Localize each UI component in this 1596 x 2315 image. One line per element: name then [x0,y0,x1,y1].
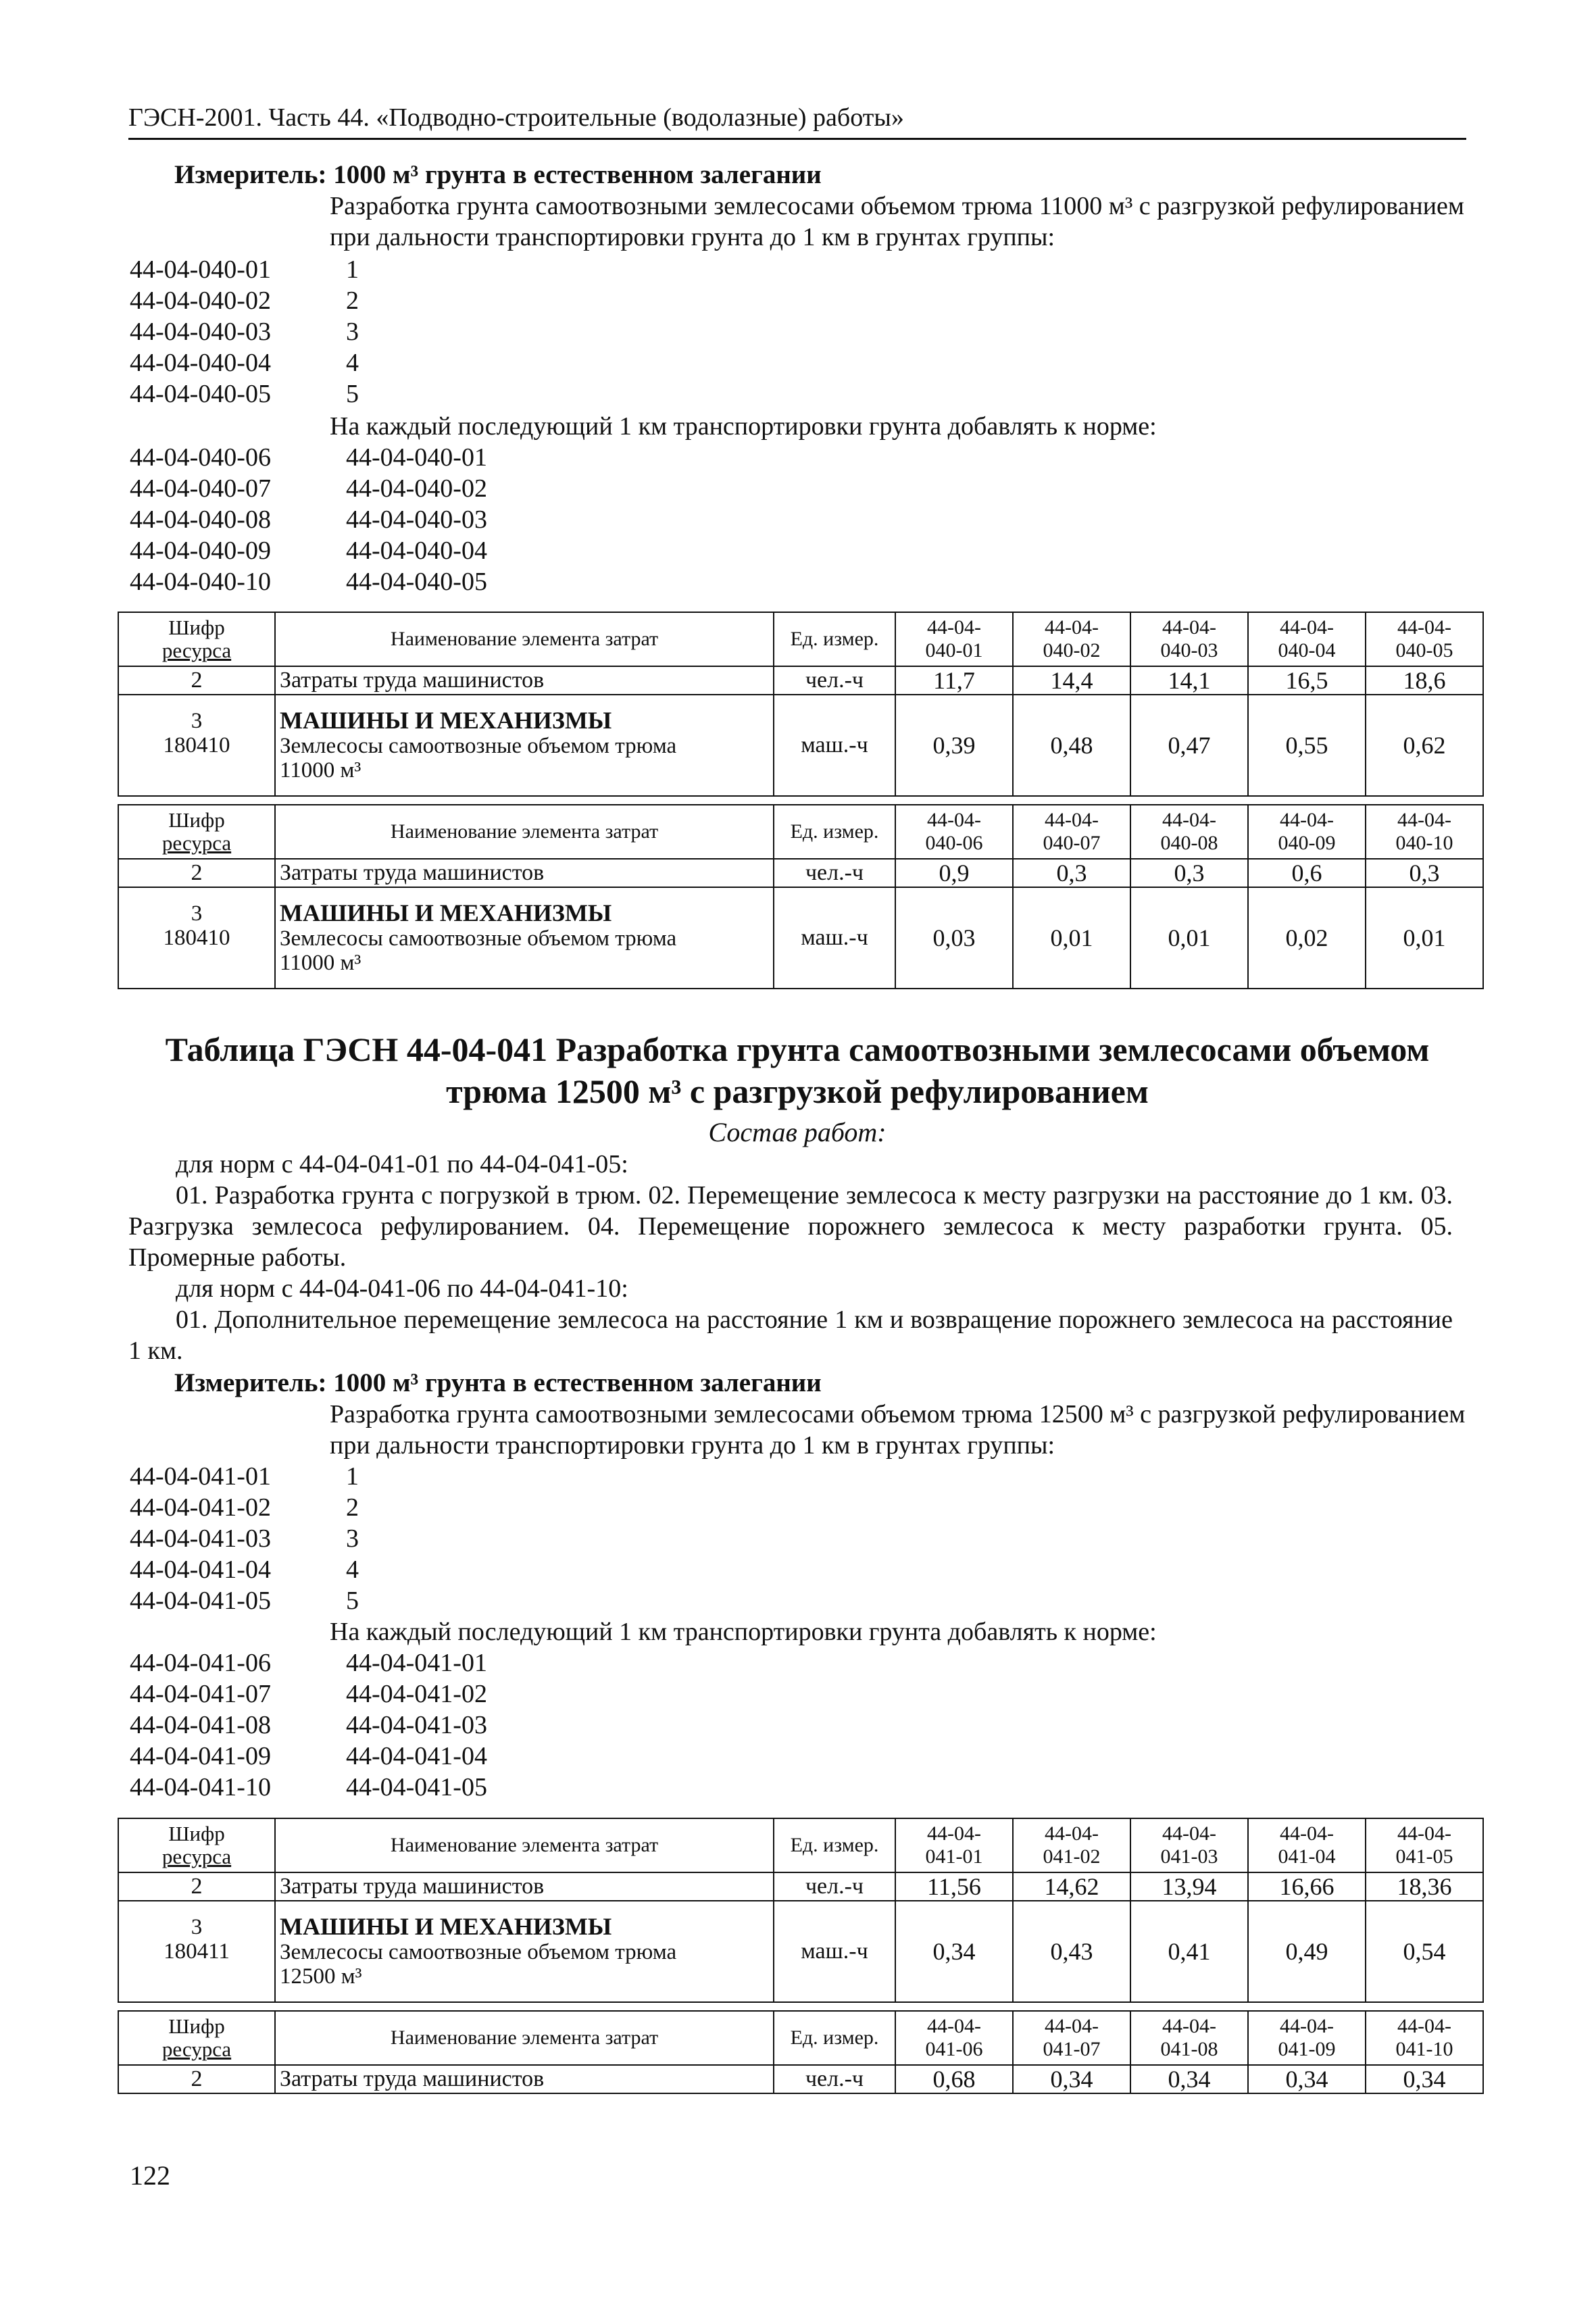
value-cell: 0,54 [1366,1901,1483,2002]
unit-cell: чел.-ч [774,1872,895,1901]
cost-element-name: Затраты труда машинистов [275,859,774,887]
soil-group: 3 [346,1524,359,1553]
header-norm-column: 44-04- 041-04 [1248,1818,1366,1872]
table-row-labor [118,859,1483,887]
norm-code: 44-04-040-06 [130,443,271,472]
header-norm-column: 44-04- 040-01 [895,612,1013,666]
header-norm-column: 44-04- 040-09 [1248,805,1366,859]
resource-code: 3 180411 [118,1901,275,2002]
additional-norm-list-041 [130,1647,487,1803]
norm-code: 44-04-040-02 [130,287,271,315]
for-norms-2: для норм с 44-04-041-06 по 44-04-041-10: [176,1274,628,1303]
header-norm-column: 44-04- 041-10 [1366,2011,1483,2065]
base-norm-code: 44-04-040-04 [346,537,487,565]
norm-code: 44-04-040-09 [130,537,271,565]
value-cell: 0,9 [895,859,1013,887]
norm-row [130,1741,487,1772]
table-header-row [118,1818,1483,1872]
header-cost-element: Наименование элемента затрат [275,2011,774,2065]
norm-code: 44-04-040-01 [130,255,271,284]
value-cell: 0,3 [1130,859,1248,887]
norm-code: 44-04-041-10 [130,1773,271,1801]
norm-row [130,378,359,409]
unit-cell: чел.-ч [774,666,895,695]
resource-table-041-06-10 [118,2010,1484,2094]
table-header-row [118,805,1483,859]
norm-description-041: Разработка грунта самоотвозными землесосами объемом трюма 12500 м³ с разгрузкой рефулированием при дальности транспортировки грунта до 1 км в грунтах группы: [330,1400,1466,1460]
norm-code: 44-04-041-05 [130,1587,271,1615]
composition-label: Состав работ: [708,1117,887,1147]
unit-cell: маш.-ч [774,695,895,796]
norm-row [130,1554,359,1585]
cost-element-name: Затраты труда машинистов [275,1872,774,1901]
value-cell: 0,34 [1248,2065,1366,2093]
norm-row [130,504,487,535]
base-norm-code: 44-04-041-03 [346,1711,487,1739]
header-cost-element: Наименование элемента затрат [275,1818,774,1872]
value-cell: 0,6 [1248,859,1366,887]
value-cell: 16,66 [1248,1872,1366,1901]
value-cell: 16,5 [1248,666,1366,695]
norm-row [130,1647,487,1678]
norm-row [130,347,359,378]
measure-unit-041: Измеритель: 1000 м³ грунта в естественном залегании [174,1368,822,1397]
base-norm-code: 44-04-040-03 [346,505,487,534]
unit-cell: маш.-ч [774,887,895,989]
soil-group: 4 [346,349,359,377]
cost-element-name: МАШИНЫ И МЕХАНИЗМЫ Землесосы самоотвозные объемом трюма 11000 м³ [275,695,774,796]
resource-table-040-06-10 [118,804,1484,989]
header-norm-column: 44-04- 040-10 [1366,805,1483,859]
norm-row [130,285,359,316]
base-norm-code: 44-04-041-01 [346,1649,487,1677]
norm-row [130,473,487,504]
value-cell: 0,49 [1248,1901,1366,2002]
value-cell: 13,94 [1130,1872,1248,1901]
norm-code: 44-04-041-04 [130,1555,271,1584]
value-cell: 0,01 [1366,887,1483,989]
value-cell: 0,62 [1366,695,1483,796]
base-norm-code: 44-04-041-04 [346,1742,487,1770]
norm-list-041 [130,1461,359,1616]
table-row-machine [118,887,1483,989]
norm-code: 44-04-041-09 [130,1742,271,1770]
norm-code: 44-04-041-08 [130,1711,271,1739]
norm-code: 44-04-041-01 [130,1462,271,1491]
cost-element-name: МАШИНЫ И МЕХАНИЗМЫ Землесосы самоотвозные объемом трюма 12500 м³ [275,1901,774,2002]
cost-element-name: МАШИНЫ И МЕХАНИЗМЫ Землесосы самоотвозные объемом трюма 11000 м³ [275,887,774,989]
header-unit: Ед. измер. [774,1818,895,1872]
soil-group: 5 [346,380,359,408]
norm-row [130,1461,359,1492]
header-unit: Ед. измер. [774,805,895,859]
value-cell: 0,3 [1013,859,1130,887]
base-norm-code: 44-04-040-05 [346,568,487,596]
header-norm-column: 44-04- 040-06 [895,805,1013,859]
value-cell: 18,6 [1366,666,1483,695]
norm-row [130,316,359,347]
for-norms-1: для норм с 44-04-041-01 по 44-04-041-05: [176,1150,628,1178]
value-cell: 14,4 [1013,666,1130,695]
header-resource-code: Шифр ресурса [118,612,275,666]
value-cell: 0,34 [1013,2065,1130,2093]
header-norm-column: 44-04- 041-01 [895,1818,1013,1872]
resource-code: 3 180410 [118,695,275,796]
soil-group: 5 [346,1587,359,1615]
resource-code: 2 [118,666,275,695]
header-norm-column: 44-04- 041-09 [1248,2011,1366,2065]
norm-code: 44-04-040-03 [130,318,271,346]
table-row-labor [118,1872,1483,1901]
header-cost-element: Наименование элемента затрат [275,805,774,859]
base-norm-code: 44-04-041-05 [346,1773,487,1801]
resource-table-041-01-05 [118,1818,1484,2003]
resource-code: 2 [118,2065,275,2093]
table-row-labor [118,666,1483,695]
norm-row [130,535,487,566]
value-cell: 11,56 [895,1872,1013,1901]
norm-row [130,1523,359,1554]
norm-row [130,1678,487,1710]
resource-table-040-01-05 [118,612,1484,797]
table-header-row [118,2011,1483,2065]
soil-group: 4 [346,1555,359,1584]
value-cell: 14,1 [1130,666,1248,695]
additional-norm-list-040 [130,442,487,597]
value-cell: 0,48 [1013,695,1130,796]
base-norm-code: 44-04-040-02 [346,474,487,503]
header-norm-column: 44-04- 040-02 [1013,612,1130,666]
soil-group: 2 [346,1493,359,1522]
value-cell: 14,62 [1013,1872,1130,1901]
cost-element-name: Затраты труда машинистов [275,2065,774,2093]
table-row-labor [118,2065,1483,2093]
base-norm-code: 44-04-041-02 [346,1680,487,1708]
value-cell: 0,3 [1366,859,1483,887]
header-norm-column: 44-04- 041-08 [1130,2011,1248,2065]
works-list-2: 01. Дополнительное перемещение землесоса на расстояние 1 км и возвращение порожнего землесоса на расстояние 1 км. [128,1305,1453,1365]
value-cell: 0,03 [895,887,1013,989]
norm-code: 44-04-040-07 [130,474,271,503]
value-cell: 0,34 [1130,2065,1248,2093]
value-cell: 0,47 [1130,695,1248,796]
unit-cell: маш.-ч [774,1901,895,2002]
soil-group: 2 [346,287,359,315]
norm-description-040: Разработка грунта самоотвозными землесосами объемом трюма 11000 м³ с разгрузкой рефулированием при дальности транспортировки грунта до 1 км в грунтах группы: [330,192,1464,251]
running-head: ГЭСН-2001. Часть 44. «Подводно-строительные (водолазные) работы» [128,101,1466,140]
norm-row [130,254,359,285]
resource-code: 3 180410 [118,887,275,989]
value-cell: 0,43 [1013,1901,1130,2002]
table-title-line2: трюма 12500 м³ с разгрузкой рефулированием [446,1072,1149,1110]
header-norm-column: 44-04- 040-03 [1130,612,1248,666]
norm-row [130,1772,487,1803]
cost-element-name: Затраты труда машинистов [275,666,774,695]
value-cell: 0,39 [895,695,1013,796]
table-title-line1: Таблица ГЭСН 44-04-041 Разработка грунта самоотвозными землесосами объемом [165,1030,1430,1068]
norm-list-040 [130,254,359,409]
value-cell: 18,36 [1366,1872,1483,1901]
soil-group: 1 [346,255,359,284]
page-number: 122 [130,2160,170,2191]
norm-code: 44-04-041-06 [130,1649,271,1677]
value-cell: 0,02 [1248,887,1366,989]
norm-row [130,1710,487,1741]
header-resource-code: Шифр ресурса [118,2011,275,2065]
norm-code: 44-04-040-08 [130,505,271,534]
header-norm-column: 44-04- 040-08 [1130,805,1248,859]
norm-code: 44-04-040-05 [130,380,271,408]
header-norm-column: 44-04- 041-03 [1130,1818,1248,1872]
soil-group: 1 [346,1462,359,1491]
additional-km-text-041: На каждый последующий 1 км транспортировки грунта добавлять к норме: [330,1618,1157,1646]
header-cost-element: Наименование элемента затрат [275,612,774,666]
value-cell: 0,68 [895,2065,1013,2093]
value-cell: 0,55 [1248,695,1366,796]
table-header-row [118,612,1483,666]
header-resource-code: Шифр ресурса [118,1818,275,1872]
unit-cell: чел.-ч [774,2065,895,2093]
measure-unit-040: Измеритель: 1000 м³ грунта в естественном залегании [174,160,822,189]
unit-cell: чел.-ч [774,859,895,887]
value-cell: 0,01 [1013,887,1130,989]
table-row-machine [118,695,1483,796]
soil-group: 3 [346,318,359,346]
norm-row [130,1585,359,1616]
header-norm-column: 44-04- 040-04 [1248,612,1366,666]
header-norm-column: 44-04- 040-07 [1013,805,1130,859]
header-unit: Ед. измер. [774,2011,895,2065]
value-cell: 0,01 [1130,887,1248,989]
norm-row [130,566,487,597]
header-norm-column: 44-04- 041-07 [1013,2011,1130,2065]
header-norm-column: 44-04- 041-06 [895,2011,1013,2065]
header-unit: Ед. измер. [774,612,895,666]
resource-code: 2 [118,1872,275,1901]
works-list-1: 01. Разработка грунта с погрузкой в трюм. 02. Перемещение землесоса к месту разгрузки на расстояние до 1 км. 03. Разгрузка землесоса рефулированием. 04. Перемещение порожнего землесоса к месту разработки грунта. 05. Промерные работы. [128,1181,1453,1272]
norm-code: 44-04-040-10 [130,568,271,596]
value-cell: 0,41 [1130,1901,1248,2002]
additional-km-text-040: На каждый последующий 1 км транспортировки грунта добавлять к норме: [330,412,1157,441]
table-row-machine [118,1901,1483,2002]
norm-row [130,442,487,473]
value-cell: 11,7 [895,666,1013,695]
norm-row [130,1492,359,1523]
header-norm-column: 44-04- 041-02 [1013,1818,1130,1872]
header-norm-column: 44-04- 040-05 [1366,612,1483,666]
norm-code: 44-04-041-02 [130,1493,271,1522]
base-norm-code: 44-04-040-01 [346,443,487,472]
value-cell: 0,34 [1366,2065,1483,2093]
header-resource-code: Шифр ресурса [118,805,275,859]
norm-code: 44-04-041-07 [130,1680,271,1708]
norm-code: 44-04-041-03 [130,1524,271,1553]
header-norm-column: 44-04- 041-05 [1366,1818,1483,1872]
norm-code: 44-04-040-04 [130,349,271,377]
resource-code: 2 [118,859,275,887]
value-cell: 0,34 [895,1901,1013,2002]
